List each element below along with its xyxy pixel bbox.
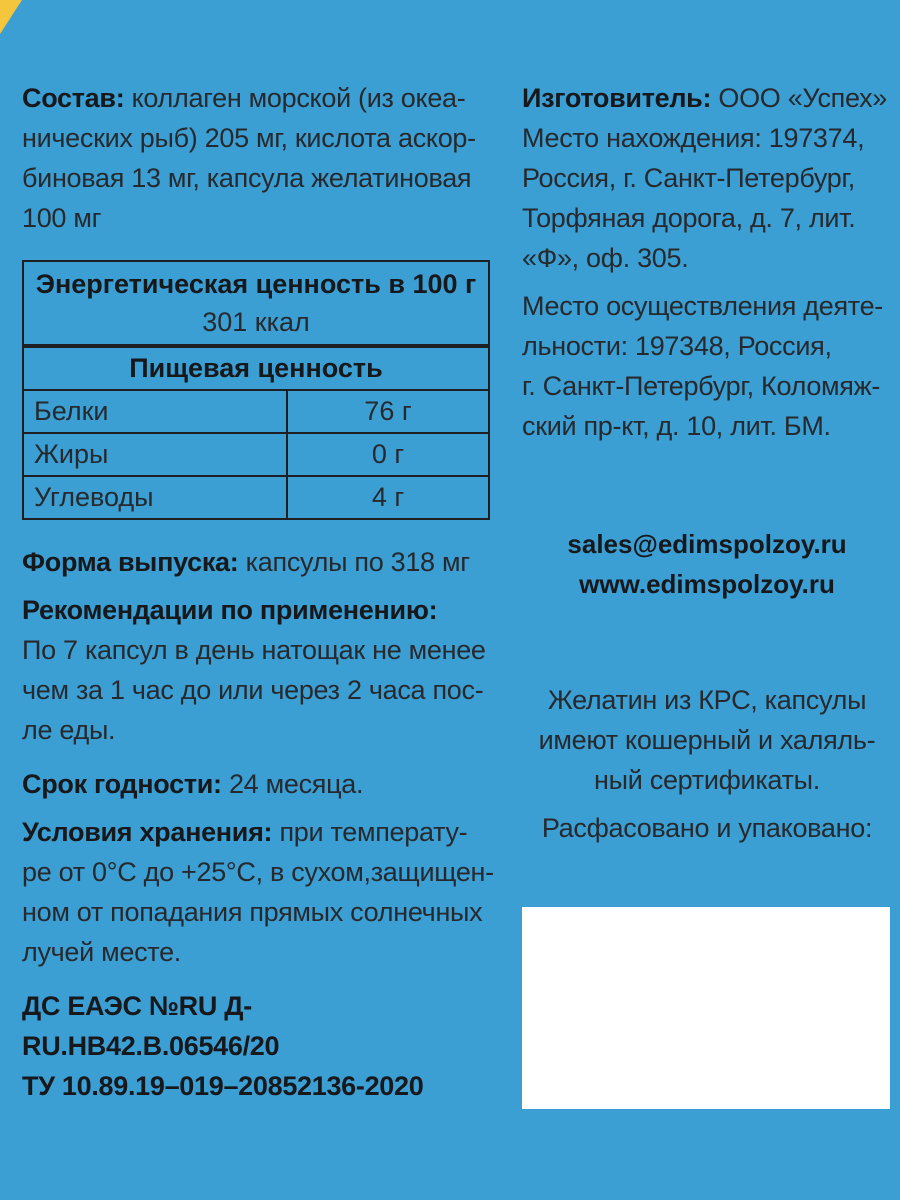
shelf-life-value: 24 месяца. [228, 769, 364, 799]
gelatin-line: ный сертификаты. [594, 765, 820, 795]
nutrient-value: 76 г [287, 390, 489, 433]
nutrition-table [22, 260, 490, 520]
left-column [22, 78, 494, 1106]
storage-line: лучей месте. [22, 937, 181, 967]
storage-label: Условия хранения: [22, 817, 273, 847]
storage-line: ре от 0°С до +25°С, в сухом,защищен- [22, 857, 494, 887]
shelf-life [22, 764, 494, 804]
nutrition-header: Пищевая ценность [23, 346, 489, 390]
nutrition-header-row [23, 346, 489, 390]
storage-line: ном от попадания прямых солнечных [22, 897, 483, 927]
manufacturer-label: Изготовитель: [522, 83, 712, 113]
usage-line: ле еды. [22, 715, 116, 745]
nutrient-value: 4 г [287, 476, 489, 519]
address-line: Место нахождения: 197374, [522, 123, 865, 153]
nutrient-value: 0 г [287, 433, 489, 476]
energy-label: Энергетическая ценность в 100 г [35, 269, 477, 299]
composition-line: 100 мг [22, 203, 102, 233]
email-link[interactable]: sales@edimspolzoy.ru [567, 529, 847, 559]
release-form-value: капсулы по 318 мг [245, 547, 470, 577]
table-row [23, 476, 489, 519]
nutrient-name: Жиры [23, 433, 287, 476]
nutrient-name: Белки [23, 390, 287, 433]
website-link[interactable]: www.edimspolzoy.ru [579, 569, 835, 599]
release-form [22, 542, 494, 582]
manufacturer-name: ООО «Успех» [718, 83, 888, 113]
corner-accent [0, 0, 22, 34]
packer-label-area [522, 907, 890, 1109]
activity-address [522, 286, 892, 446]
usage-line: чем за 1 час до или через 2 часа пос- [22, 675, 484, 705]
usage-line: По 7 капсул в день натощак не менее [22, 635, 486, 665]
address-line: Россия, г. Санкт-Петербург, [522, 163, 855, 193]
storage-line: при температу- [279, 817, 468, 847]
energy-value: 301 ккал [202, 307, 310, 337]
table-row [23, 390, 489, 433]
usage-text [22, 630, 494, 750]
composition-text [22, 78, 494, 238]
right-column [522, 78, 892, 848]
address-line: Торфяная дорога, д. 7, лит. [522, 203, 856, 233]
composition-line: нических рыб) 205 мг, кислота аскор- [22, 123, 476, 153]
gelatin-line: Желатин из КРС, капсулы [547, 685, 867, 715]
gelatin-line: имеют кошерный и халяль- [538, 725, 876, 755]
address-line: «Ф», оф. 305. [522, 243, 689, 273]
energy-cell [23, 261, 489, 346]
manufacturer-text [522, 78, 892, 278]
composition-label: Состав: [22, 83, 125, 113]
activity-line: Место осуществления деяте- [522, 291, 883, 321]
shelf-life-label: Срок годности: [22, 769, 222, 799]
activity-line: ский пр-кт, д. 10, лит. БМ. [522, 411, 831, 441]
composition-line: биновая 13 мг, капсула желатиновая [22, 163, 472, 193]
activity-line: г. Санкт-Петербург, Коломяж- [522, 371, 881, 401]
packed-label: Расфасовано и упаковано: [541, 813, 873, 843]
energy-row [23, 261, 489, 346]
storage-text [22, 812, 494, 972]
nutrient-name: Углеводы [23, 476, 287, 519]
table-row [23, 433, 489, 476]
certificate-line: ТУ 10.89.19–019–20852136-2020 [22, 1071, 424, 1101]
composition-line: коллаген морской (из океа- [131, 83, 466, 113]
gelatin-note [522, 680, 892, 800]
usage-heading: Рекомендации по применению: [22, 595, 438, 625]
certificate-line: ДС ЕАЭС №RU Д-RU.НВ42.В.06546/20 [22, 991, 280, 1061]
release-form-label: Форма выпуска: [22, 547, 239, 577]
activity-line: льности: 197348, Россия, [522, 331, 832, 361]
